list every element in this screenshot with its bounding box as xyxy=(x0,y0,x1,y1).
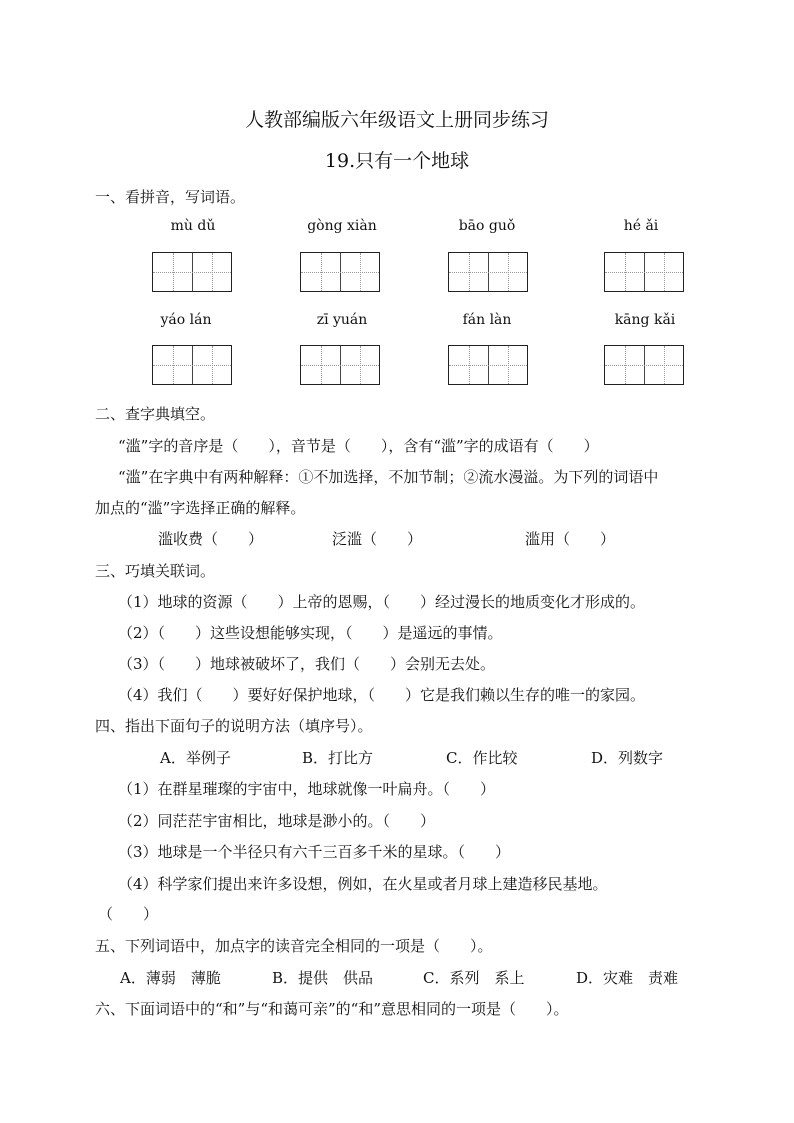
option-d: D．列数字 xyxy=(591,749,664,767)
question-item: （2）（ ）这些设想能够实现，（ ）是遥远的事情。 xyxy=(118,624,503,642)
question-item: （4）我们（ ）要好好保护地球，（ ）它是我们赖以生存的唯一的家园。 xyxy=(118,686,646,704)
question-item: （1）在群星璀璨的宇宙中，地球就像一叶扁舟。（ ） xyxy=(118,780,496,798)
question-item: （3）地球是一个半径只有六千三百多千米的星球。（ ） xyxy=(118,843,511,861)
question-item: （4）科学家们提出来许多设想，例如，在火星或者月球上建造移民基地。 xyxy=(118,875,608,893)
pinyin-label: gòng xiàn xyxy=(307,218,377,234)
section-5-heading: 五、下列词语中，加点字的读音完全相同的一项是（ ）。 xyxy=(95,937,493,955)
question-line: “滥”在字典中有两种解释：①不加选择，不加节制；②流水漫溢。为下列的词语中 xyxy=(118,468,659,486)
word-item: 滥用（ ） xyxy=(525,530,616,548)
pinyin-label: zī yuán xyxy=(316,312,368,328)
option-c: C．系列 系上 xyxy=(423,969,525,987)
word-item: 滥收费（ ） xyxy=(158,530,264,548)
section-3-heading: 三、巧填关联词。 xyxy=(95,562,216,580)
pinyin-label: bāo guǒ xyxy=(458,218,516,234)
question-line: 加点的“滥”字选择正确的解释。 xyxy=(95,499,306,517)
writing-box[interactable] xyxy=(448,345,528,385)
section-1-heading: 一、看拼音，写词语。 xyxy=(95,188,246,206)
writing-box[interactable] xyxy=(152,252,232,292)
word-item: 泛滥（ ） xyxy=(332,530,423,548)
option-a: A．薄弱 薄脆 xyxy=(120,969,221,987)
option-b: B．打比方 xyxy=(302,749,374,767)
writing-box[interactable] xyxy=(448,252,528,292)
lesson-title: 19.只有一个地球 xyxy=(324,150,470,172)
answer-blank: （ ） xyxy=(98,905,159,923)
option-c: C．作比较 xyxy=(446,749,518,767)
section-6-heading: 六、下面词语中的“和”与“和蔼可亲”的“和”意思相同的一项是（ ）。 xyxy=(95,1000,569,1018)
question-item: （3）（ ）地球被破坏了，我们（ ）会别无去处。 xyxy=(118,655,496,673)
writing-box[interactable] xyxy=(152,345,232,385)
writing-box[interactable] xyxy=(300,252,380,292)
pinyin-label: mù dǔ xyxy=(170,218,216,234)
question-line: “滥”字的音序是（ ），音节是（ ），含有“滥”字的成语有（ ） xyxy=(118,437,599,455)
pinyin-label: hé ǎi xyxy=(623,218,659,234)
section-4-heading: 四、指出下面句子的说明方法（填序号）。 xyxy=(95,717,373,735)
question-item: （1）地球的资源（ ）上帝的恩赐，（ ）经过漫长的地质变化才形成的。 xyxy=(118,593,646,611)
writing-box[interactable] xyxy=(604,345,684,385)
option-b: B．提供 供品 xyxy=(272,969,374,987)
writing-box[interactable] xyxy=(604,252,684,292)
writing-box[interactable] xyxy=(300,345,380,385)
pinyin-label: fán làn xyxy=(462,312,512,328)
pinyin-label: yáo lán xyxy=(160,312,212,328)
option-a: A．举例子 xyxy=(160,749,231,767)
pinyin-label: kāng kǎi xyxy=(614,312,676,328)
option-d: D．灾难 责难 xyxy=(576,969,679,987)
section-2-heading: 二、查字典填空。 xyxy=(95,405,216,423)
page-title: 人教部编版六年级语文上册同步练习 xyxy=(244,109,549,131)
question-item: （2）同茫茫宇宙相比，地球是渺小的。（ ） xyxy=(118,812,436,830)
